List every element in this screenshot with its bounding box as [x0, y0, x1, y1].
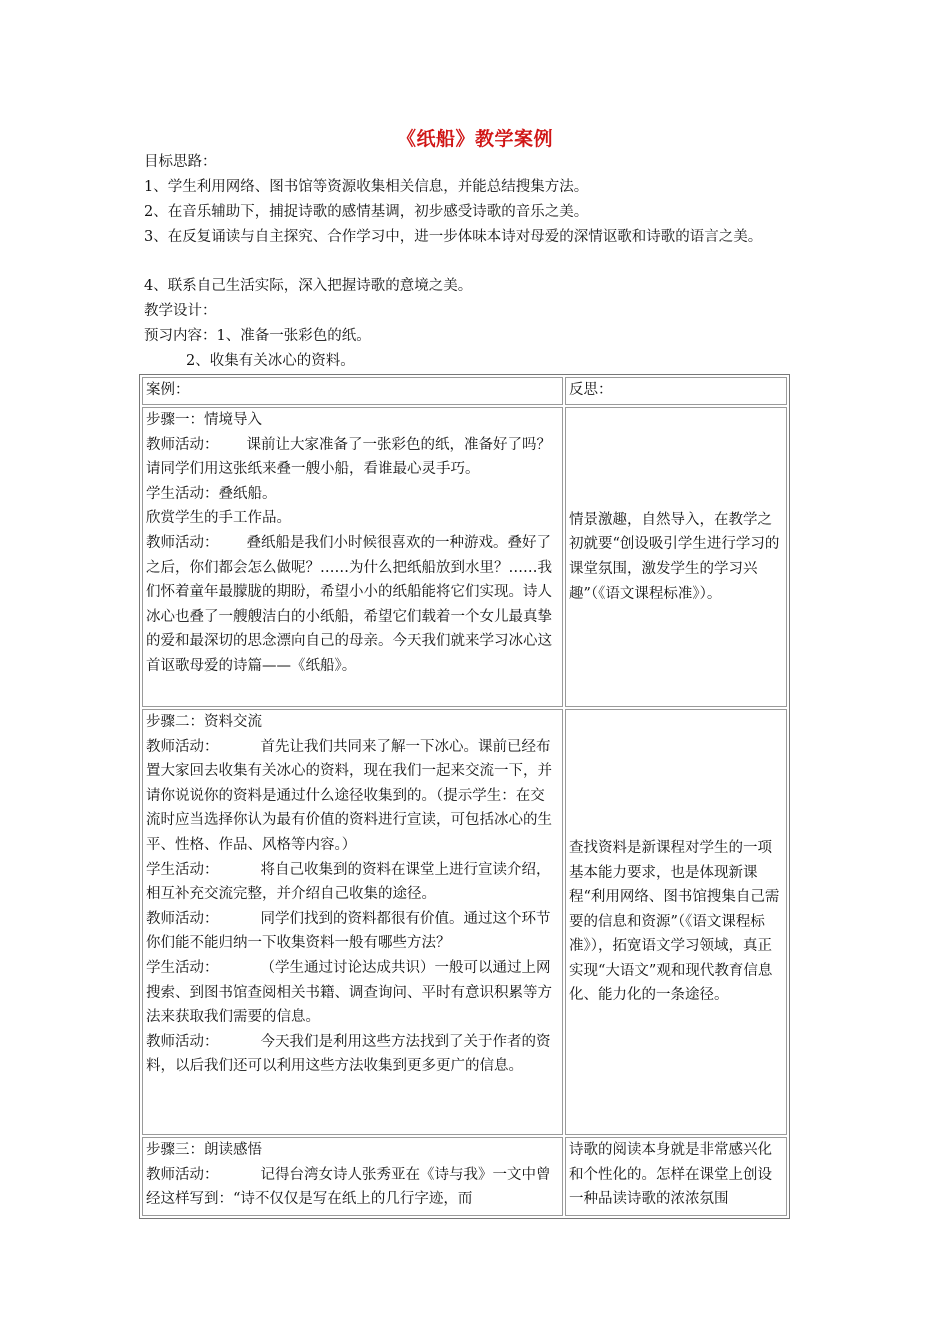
- step1-case-cell: [142, 407, 563, 707]
- text: 同学们找到的资料都很有价值。通过这个环节你们能不能归纳一下收集资料一般有哪些方法？: [146, 910, 551, 952]
- step1-teacher-activity-1: [146, 433, 559, 482]
- label: 教师活动：: [146, 436, 219, 453]
- preview-line-2: 2、收集有关冰心的资料。: [186, 353, 355, 369]
- label: 教师活动：: [146, 1166, 219, 1183]
- text: 将自己收集到的资料在课堂上进行宣读介绍，相互补充交流完整，并介绍自己收集的途径。: [146, 861, 551, 903]
- goal-item-4: 4、联系自己生活实际，深入把握诗歌的意境之美。: [144, 278, 473, 294]
- step1-teacher-activity-2: [146, 531, 559, 679]
- header-case: 案例：: [146, 382, 190, 398]
- label: 教师活动：: [146, 738, 219, 755]
- step2-teacher-activity-3: [146, 1030, 559, 1079]
- label: 学生活动：: [146, 861, 219, 878]
- header-reflect: 反思：: [569, 382, 613, 398]
- goal-item-3: 3、在反复诵读与自主探究、合作学习中，进一步体味本诗对母爱的深情讴歌和诗歌的语言之美。: [144, 229, 763, 245]
- step1-reflect-cell: [565, 407, 787, 707]
- step2-reflect: 查找资料是新课程对学生的一项基本能力要求，也是体现新课程“利用网络、图书馆搜集自己需要的信息和资源”（《语文课程标准》），拓宽语文学习领域，真正实现“大语文”观和现代教育信息化、能力化的一条途径。: [569, 839, 780, 1004]
- text: 记得台湾女诗人张秀亚在《诗与我》一文中曾经这样写到：“诗不仅仅是写在纸上的几行字迹，而: [146, 1166, 551, 1208]
- label: 教师活动：: [146, 910, 219, 927]
- step3-reflect: 诗歌的阅读本身就是非常感兴化和个性化的。怎样在课堂上创设一种品读诗歌的浓浓氛围: [569, 1142, 772, 1208]
- step2-teacher-activity-1: [146, 735, 559, 858]
- step2-title: 步骤二：资料交流: [146, 714, 262, 730]
- step2-case-cell: [142, 709, 563, 1135]
- text: 课前让大家准备了一张彩色的纸，准备好了吗？请同学们用这张纸来叠一艘小船，看谁最心灵手巧。: [146, 436, 551, 478]
- label: 教师活动：: [146, 1033, 219, 1050]
- header-case-cell: [142, 377, 563, 405]
- step1-reflect: 情景激趣，自然导入，在教学之初就要“创设吸引学生进行学习的课堂氛围，激发学生的学习兴趣”（《语文课程标准》）。: [569, 511, 780, 602]
- document-title: 《纸船》教学案例: [396, 128, 553, 150]
- step1-title: 步骤一：情境导入: [146, 412, 262, 428]
- step1-appreciate: 欣赏学生的手工作品。: [146, 510, 291, 527]
- header-reflect-cell: [565, 377, 787, 405]
- label: 教师活动：: [146, 534, 219, 551]
- text: 叠纸船是我们小时候很喜欢的一种游戏。叠好了之后，你们都会怎么做呢？……为什么把纸船放到水里？……我们怀着童年最朦胧的期盼，希望小小的纸船能将它们实现。诗人冰心也叠了一艘艘洁白的小纸船，希望它们载着一个女儿最真挚的爱和最深切的思念漂向自己的母亲。今天我们就来学习冰心这首讴歌母爱的诗篇——《纸船》。: [146, 534, 552, 674]
- lesson-table: [139, 374, 790, 1219]
- goal-item-1: 1、学生利用网络、图书馆等资源收集相关信息，并能总结搜集方法。: [144, 179, 589, 195]
- step3-teacher-activity-1: [146, 1163, 559, 1212]
- design-heading: 教学设计：: [144, 303, 217, 319]
- goal-item-2: 2、在音乐辅助下，捕捉诗歌的感情基调，初步感受诗歌的音乐之美。: [144, 204, 589, 220]
- step3-title: 步骤三：朗读感悟: [146, 1142, 262, 1158]
- step2-student-activity-1: [146, 858, 559, 907]
- step2-student-activity-2: [146, 956, 559, 1030]
- step2-teacher-activity-2: [146, 907, 559, 956]
- goals-heading: 目标思路：: [144, 154, 217, 170]
- step3-reflect-cell: [565, 1137, 787, 1216]
- text: （学生通过讨论达成共识）一般可以通过上网搜索、到图书馆查阅相关书籍、调查询问、平时有意识积累等方法来获取我们需要的信息。: [146, 959, 552, 1026]
- step1-student-activity: 学生活动：叠纸船。: [146, 485, 277, 502]
- label: 学生活动：: [146, 959, 219, 976]
- step2-reflect-cell: [565, 709, 787, 1135]
- step3-case-cell: [142, 1137, 563, 1216]
- text: 今天我们是利用这些方法找到了关于作者的资料，以后我们还可以利用这些方法收集到更多更广的信息。: [146, 1033, 551, 1075]
- preview-line: 预习内容：1、准备一张彩色的纸。: [144, 328, 371, 344]
- text: 首先让我们共同来了解一下冰心。课前已经布置大家回去收集有关冰心的资料，现在我们一起来交流一下，并请你说说你的资料是通过什么途径收集到的。（提示学生：在交流时应当选择你认为最有价值的资料进行宣读，可包括冰心的生平、性格、作品、风格等内容。）: [146, 738, 552, 853]
